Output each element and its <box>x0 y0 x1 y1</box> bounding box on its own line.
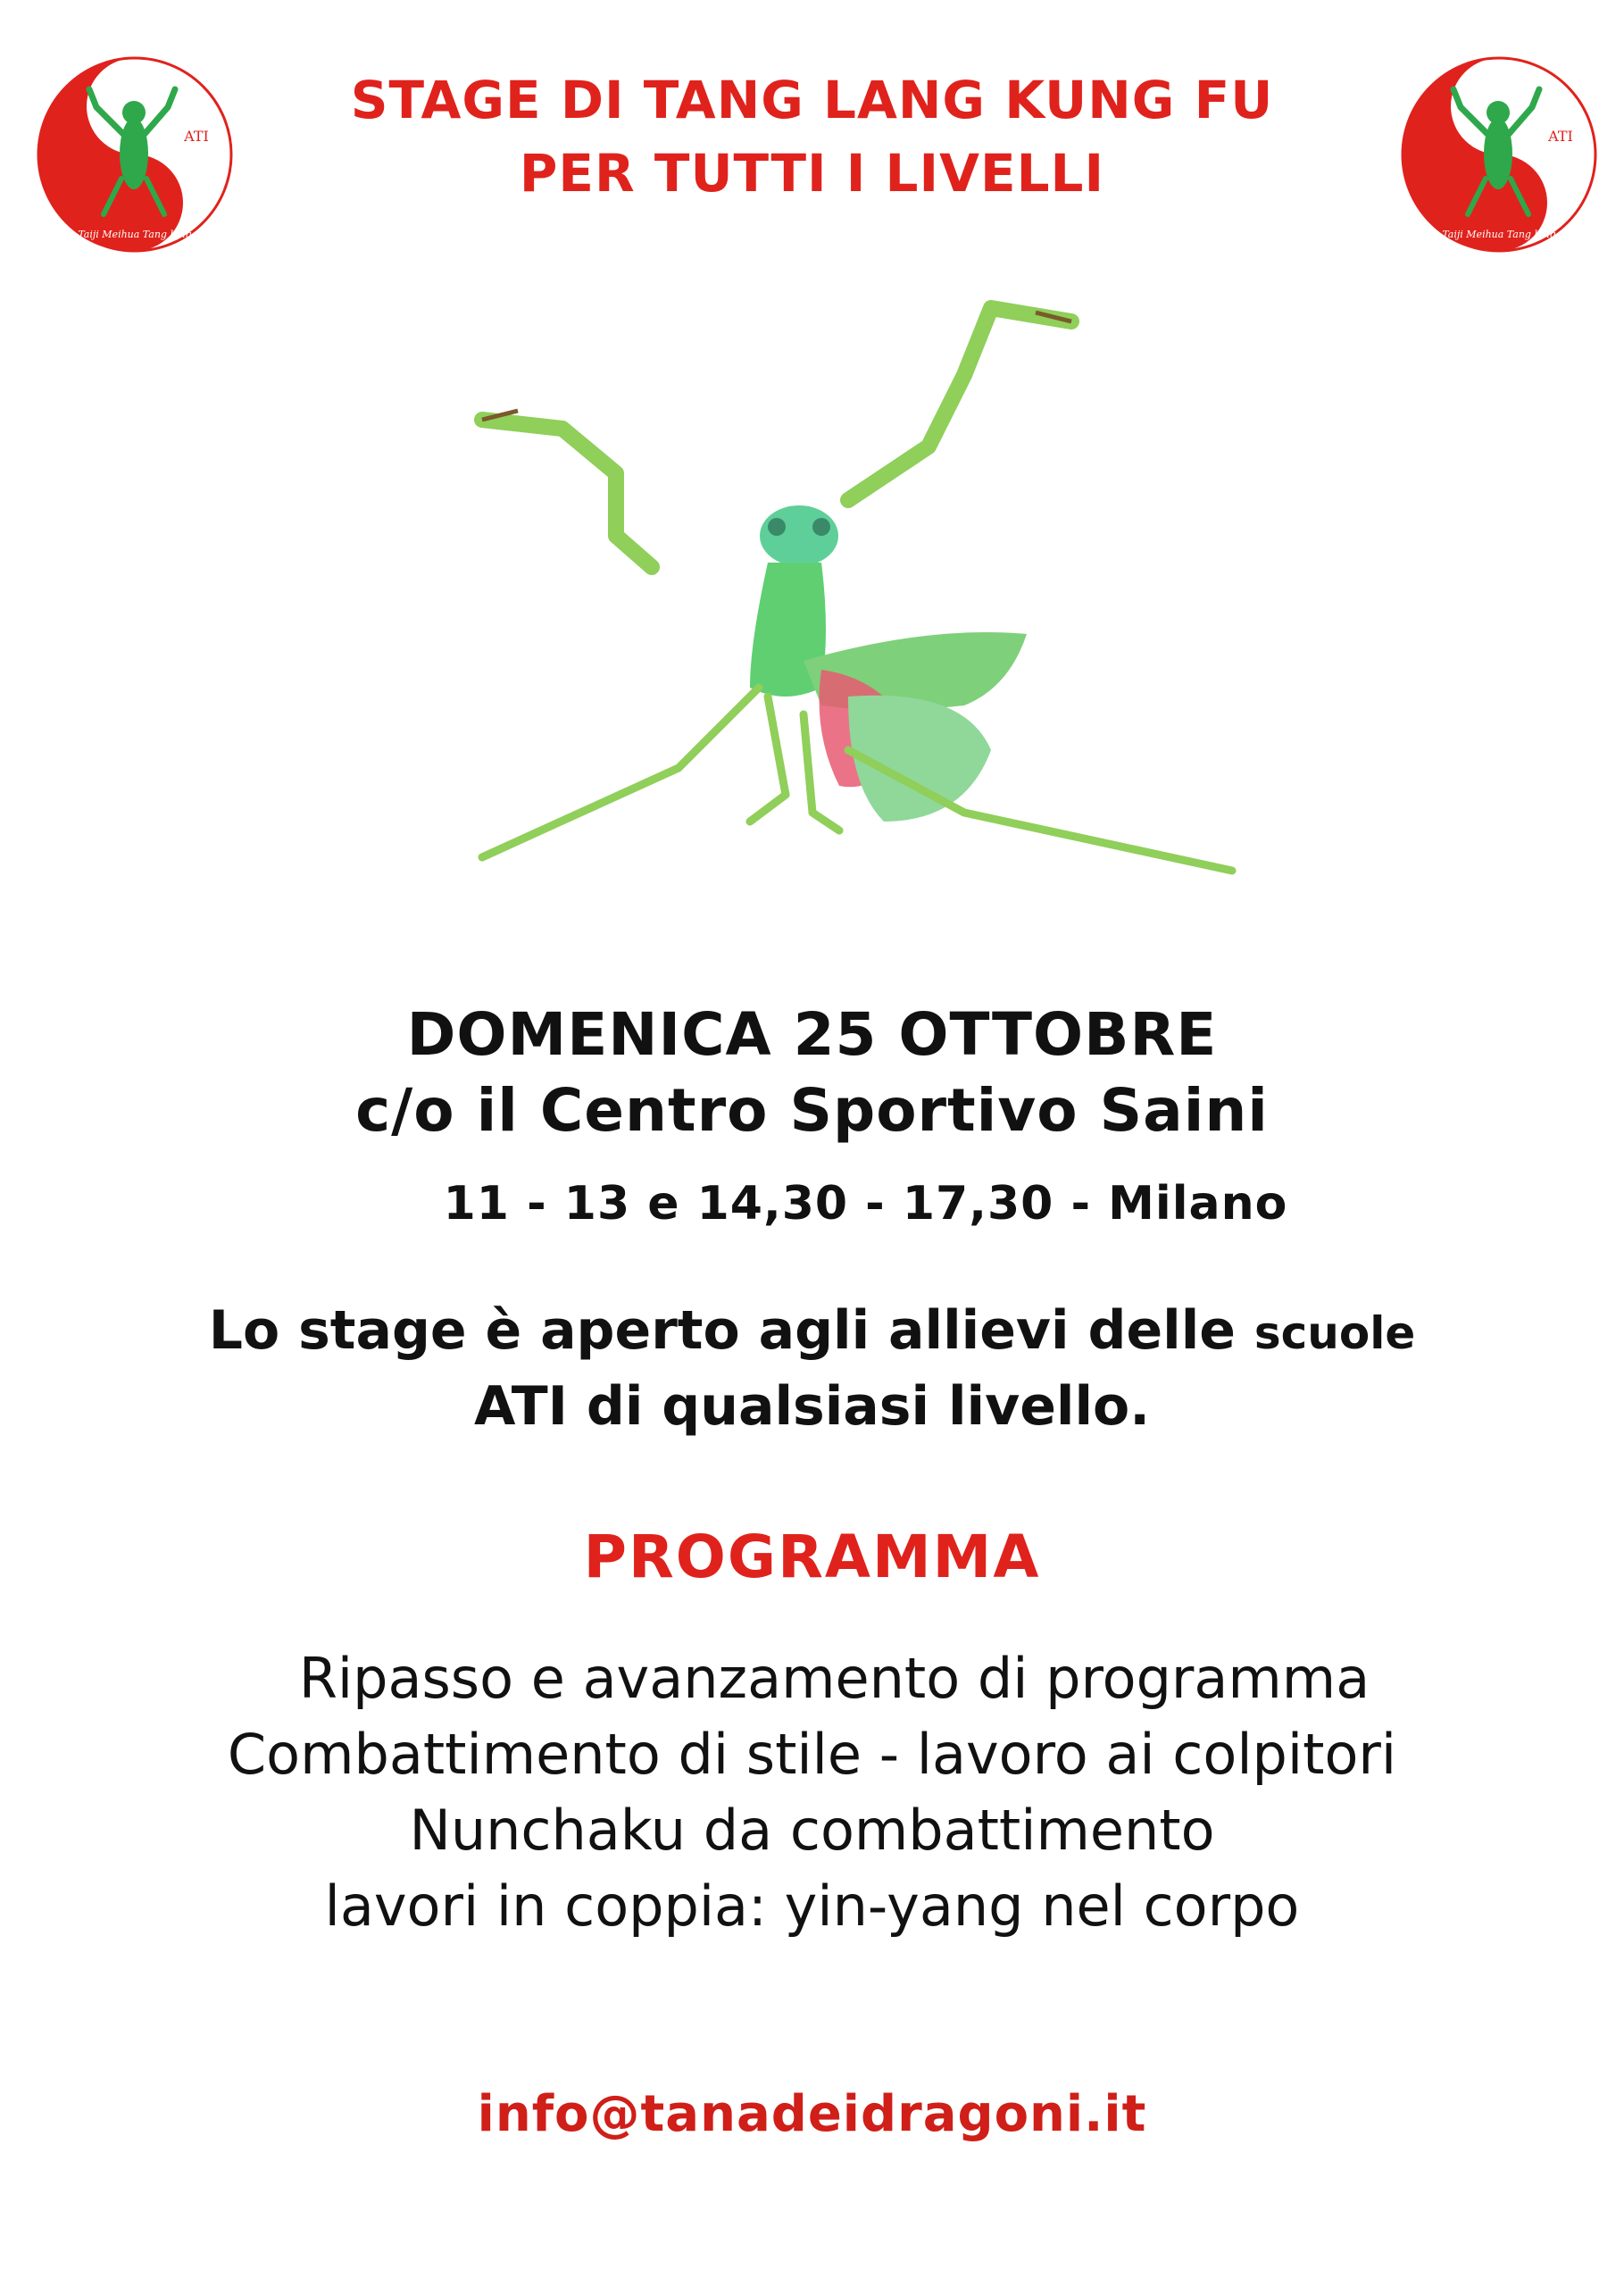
audience-line-1 <box>0 1299 1624 1362</box>
program-item: Nunchaku da combattimento <box>409 1798 1215 1863</box>
program-heading: PROGRAMMA <box>583 1523 1041 1591</box>
logo-caption: Taiji Meihua Tang lang <box>78 229 192 240</box>
audience-line-1-main: Lo stage è aperto agli allievi delle <box>208 1299 1254 1362</box>
event-date: DOMENICA 25 OTTOBRE <box>406 1000 1218 1069</box>
logo-caption: Taiji Meihua Tang lang <box>1442 229 1556 240</box>
event-venue: c/o il Centro Sportivo Saini <box>355 1076 1269 1145</box>
praying-mantis-image <box>464 268 1268 911</box>
page-title-line-2: PER TUTTI I LIVELLI <box>519 143 1105 204</box>
audience-line-1-small: scuole <box>1253 1307 1416 1359</box>
program-item: Ripasso e avanzamento di programma <box>298 1646 1370 1711</box>
audience-line-2: ATI di qualsiasi livello. <box>473 1375 1151 1438</box>
event-time: 11 - 13 e 14,30 - 17,30 - Milano <box>443 1177 1288 1231</box>
contact-email-link[interactable]: info@tanadeidragoni.it <box>477 2085 1147 2143</box>
logo-letters: ATI <box>184 128 209 145</box>
logo-letters: ATI <box>1548 128 1573 145</box>
program-item: lavori in coppia: yin-yang nel corpo <box>324 1873 1300 1939</box>
praying-mantis-icon <box>464 268 1268 911</box>
page-title-line-1: STAGE DI TANG LANG KUNG FU <box>350 70 1274 130</box>
program-item: Combattimento di stile - lavoro ai colpitori <box>227 1722 1397 1787</box>
